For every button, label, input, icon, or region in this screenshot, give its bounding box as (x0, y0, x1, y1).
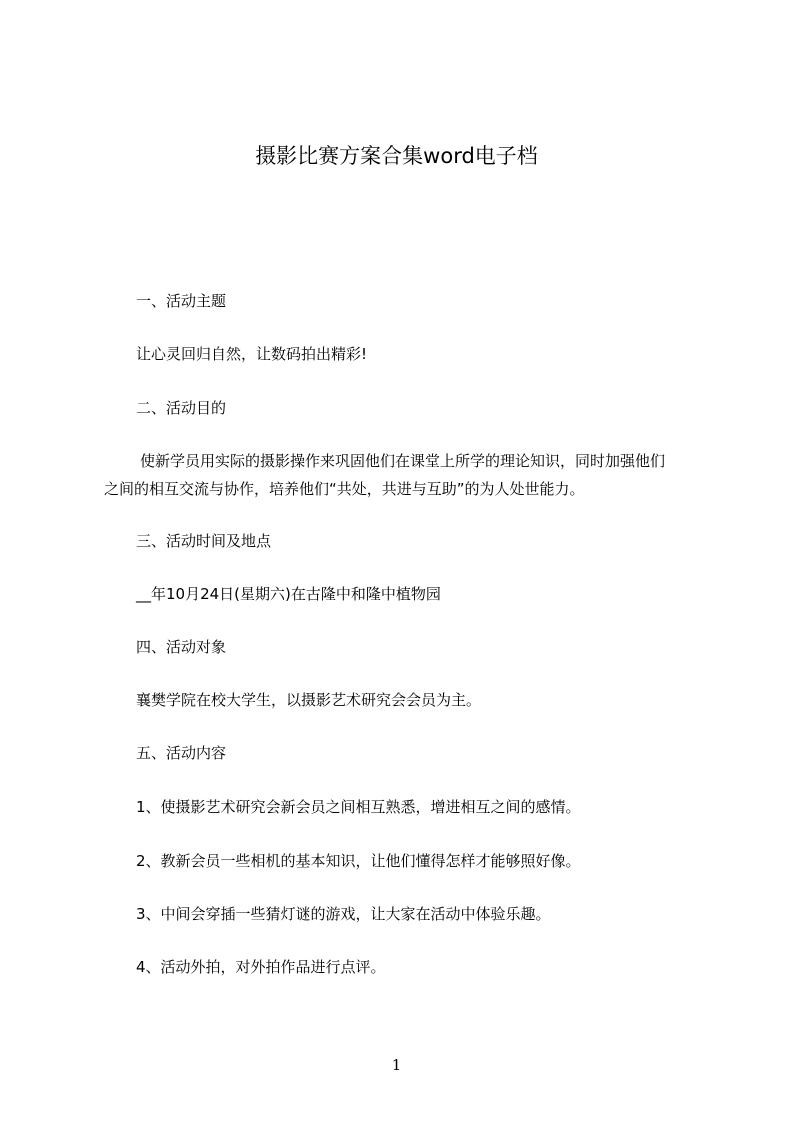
section-heading-content: 五、活动内容 (136, 744, 227, 762)
section-heading-audience: 四、活动对象 (136, 638, 227, 656)
content-item-1: 1、使摄影艺术研究会新会员之间相互熟悉，增进相互之间的感情。 (136, 798, 581, 816)
section-paragraph-time-place: __年10月24日(星期六)在古隆中和隆中植物园 (136, 585, 441, 603)
section-heading-time-place: 三、活动时间及地点 (136, 532, 272, 550)
section-heading-theme: 一、活动主题 (136, 292, 227, 310)
section-paragraph-audience: 襄樊学院在校大学生，以摄影艺术研究会会员为主。 (136, 691, 482, 709)
content-item-2: 2、教新会员一些相机的基本知识，让他们懂得怎样才能够照好像。 (136, 852, 581, 870)
document-title: 摄影比赛方案合集word电子档 (255, 144, 538, 168)
section-paragraph-theme: 让心灵回归自然，让数码拍出精彩! (136, 345, 368, 363)
section-heading-purpose: 二、活动目的 (136, 399, 227, 417)
section-paragraph-purpose-line2: 之间的相互交流与协作，培养他们“共处，共进与互助”的为人处世能力。 (104, 480, 585, 498)
page-number: 1 (391, 1056, 402, 1074)
content-item-4: 4、活动外拍，对外拍作品进行点评。 (136, 958, 386, 976)
content-item-3: 3、中间会穿插一些猜灯谜的游戏，让大家在活动中体验乐趣。 (136, 905, 551, 923)
section-paragraph-purpose-line1: 使新学员用实际的摄影操作来巩固他们在课堂上所学的理论知识，同时加强他们 (140, 452, 666, 470)
